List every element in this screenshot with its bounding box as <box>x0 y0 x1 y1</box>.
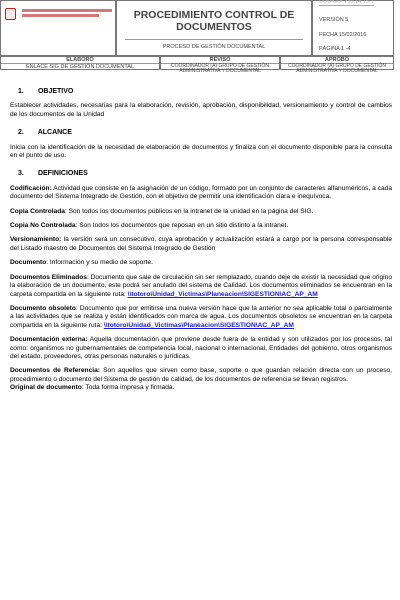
title-cell <box>116 0 312 56</box>
definition-text: la versión será un consecutivo, cuya aprobación y actualización estará a cargo por la persona corresponsable del Listado maestro de Documentos del Sistema Integrado de Gestión <box>10 236 392 252</box>
document-version: VERSIÓN 5 <box>319 17 349 23</box>
elaboro-cell <box>0 56 160 70</box>
definition-term: Copia Controlada <box>10 207 65 215</box>
definition-obsoleto <box>10 305 392 330</box>
definition-text: Actividad que consiste en la asignación de un código, formado por un conjunto de caracteres alfanuméricos, a cada documento del Sistema Integrado de Gestión, con el objetivo de permitir una identificación clara e inequívoca. <box>10 184 392 201</box>
document-header <box>0 0 394 74</box>
definition-copia-controlada <box>10 208 392 216</box>
org-line-1 <box>22 9 112 12</box>
definition-term: Documento <box>10 259 47 267</box>
definition-original <box>10 384 392 392</box>
page-number: PÁGINA 1 -4 <box>319 46 351 52</box>
section-number: 3. <box>18 170 24 178</box>
definition-term: Documentos de Referencia: <box>10 367 100 375</box>
definition-term: Documento obsoleto <box>10 304 76 312</box>
definition-text: Son aquellos que sirven como base, soporte o que guardan relación directa con un proceso, procedimiento o documento del Sistema de gestión de calidad, de los documentos de referencia se llevan registros. <box>10 367 392 383</box>
section-title: OBJETIVO <box>37 88 74 95</box>
document-body <box>10 88 392 393</box>
section-title: DEFINICIONES <box>37 170 88 178</box>
definition-copia-no-controlada <box>10 222 392 230</box>
definition-text: : Son todos los documentos públicos en la intranet de la unidad en la página del SIG. <box>64 207 314 215</box>
definition-eliminados <box>10 274 392 299</box>
divider <box>125 39 303 40</box>
aprobo-cell <box>280 56 394 74</box>
definition-term: Documentación externa: <box>10 336 88 344</box>
definition-term: Versionamiento: <box>10 236 62 244</box>
definition-term: Original de documento <box>10 384 82 392</box>
definition-term: Documentos Eliminados <box>10 273 87 281</box>
definition-term: Copia No Controlada <box>10 222 76 230</box>
aprobo-value: COORDINADOR (A) GRUPO DE GESTIÓN ADMINISTRATIVA Y DOCUMENTAL <box>281 63 393 74</box>
definition-text: Aquella documentación que proviene desde fuera de la entidad y son utilizados por los procesos, tal como: organismos no gubernamentales de competencia local, nacional o internacional, Entidades del gobierno, otros organismos del estado, proveedores, otras personas naturales o jurídicas. <box>10 336 392 360</box>
section-heading-objetivo <box>10 88 392 96</box>
org-line-2 <box>22 14 99 17</box>
definition-versionamiento <box>10 236 392 253</box>
process-name: PROCESO DE GESTIÓN DOCUMENTAL <box>162 44 266 50</box>
definition-documento <box>10 259 392 267</box>
section-number: 1. <box>18 88 24 95</box>
definition-text: : Toda forma impresa y firmada. <box>81 384 175 392</box>
document-date: FECHA 15/02/2016 <box>319 32 367 38</box>
definition-externa <box>10 336 392 361</box>
elaboro-value: ENLACE SIG DE GESTIÓN DOCUMENTAL <box>1 63 159 70</box>
alcance-text: Inicia con la identificación de la necesidad de elaboración de documentos y finaliza con el documento disponible para la consulta en el punto de uso. <box>10 143 392 160</box>
institution-logo <box>5 8 18 22</box>
definition-text: : Documento que sale de circulación sin ser remplazado, cuando deje de existir la necesidad que origino la elaboración de un documento, este podrá ser anulado del sistema de Calidad. Los documentos eliminados se encuentran en la carpeta compartida en la siguiente ruta: <box>10 273 392 298</box>
section-title: ALCANCE <box>37 129 72 137</box>
document-title: PROCEDIMIENTO CONTROL DE DOCUMENTOS <box>133 9 295 33</box>
elaboro-label: ELABORÓ <box>66 57 94 63</box>
definition-text: : Documento que por emitirse una nueva versión hace que la anterior no sea aplicable total o parcialmente a las actividades que se realiza y están identificados con marca de agua. Los documentos obsoletos se encuentran en la carpeta compartida en la siguiente ruta: <box>10 304 392 329</box>
definition-term: Codificación: <box>10 184 52 192</box>
meta-cell <box>312 0 394 56</box>
definition-text: : Son todos los documentos que reposan en un sitio distinto a la intranet. <box>75 222 289 230</box>
folder-path-link[interactable]: \\totoro\Unidad_Victimas\Planeacion\SIGESTION\AC_AP_AM <box>103 321 294 329</box>
definition-codificacion <box>10 185 392 202</box>
section-heading-definiciones <box>10 170 392 178</box>
institution-name <box>22 9 112 19</box>
folder-path-link[interactable]: \\totoro\Unidad_Victimas\Planeacion\SIGESTION\AC_AP_AM <box>127 290 318 298</box>
objetivo-text: Establecer actividades, necesarias para la elaboración, revisión, aprobación, disponibilidad, versionamiento y control de cambios de los documentos de la Unidad <box>10 102 392 118</box>
document-code: CÓDIGO: 730,14,15-1 <box>319 0 374 5</box>
reviso-label: REVISÓ <box>209 57 231 63</box>
reviso-value: COORDINADOR (A) GRUPO DE GESTIÓN ADMINISTRATIVA Y DOCUMENTAL <box>161 63 279 74</box>
definition-text: : Información y su medio de soporte. <box>46 259 153 267</box>
definition-referencia <box>10 367 392 384</box>
logo-cell <box>0 0 116 56</box>
reviso-cell <box>160 56 280 74</box>
section-number: 2. <box>18 129 24 137</box>
aprobo-label: APROBÓ <box>324 57 350 63</box>
section-heading-alcance <box>10 129 392 137</box>
seal-icon <box>5 8 16 20</box>
